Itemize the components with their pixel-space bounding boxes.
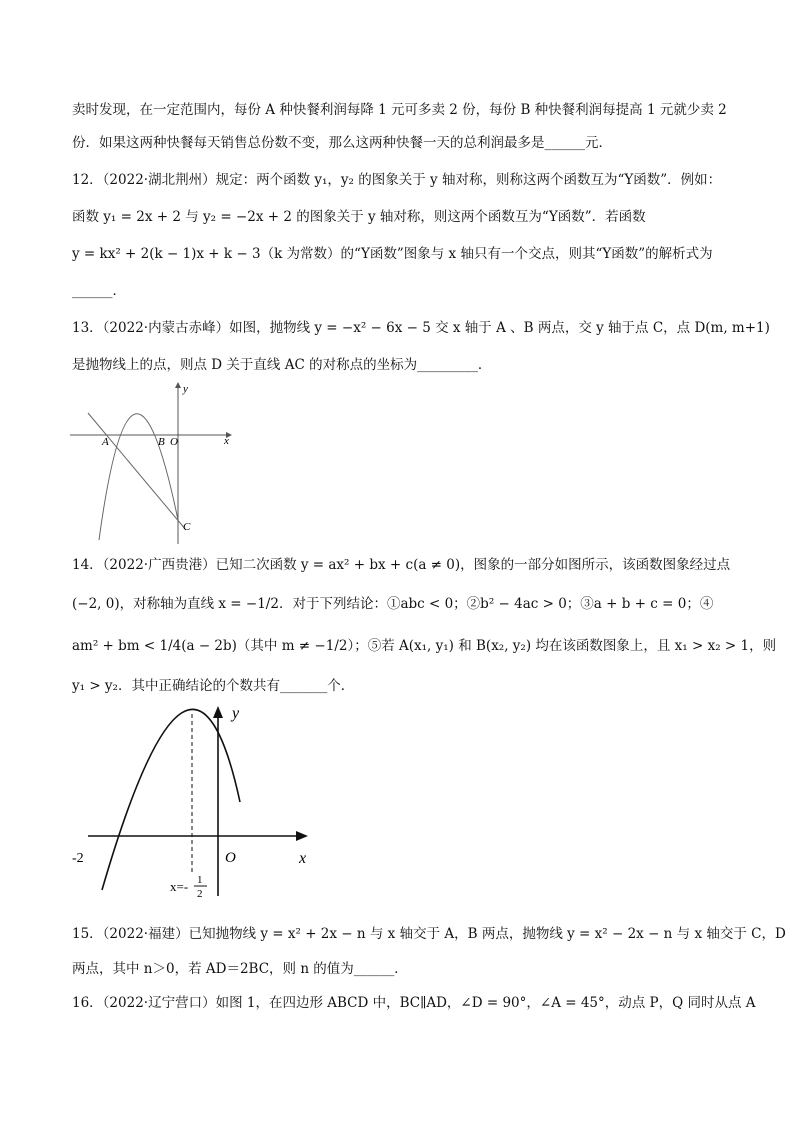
p12-line-1: 12．（2022·湖北荆州）规定：两个函数 y₁，y₂ 的图象关于 y 轴对称，则称这两个函数互为“Y函数”．例如： (72, 172, 722, 188)
p14-line-4: y₁ > y₂．其中正确结论的个数共有_______个． (72, 678, 355, 694)
p14-label-o: O (225, 850, 236, 866)
p13-label-c: C (183, 521, 191, 533)
p13-line-1: 13．（2022·内蒙古赤峰）如图，抛物线 y = −x² − 6x − 5 交 x 轴于 A 、B 两点，交 y 轴于点 C，点 D(m, m+1) (72, 320, 770, 336)
p13-line-2: 是抛物线上的点，则点 D 关于直线 AC 的对称点的坐标为_________． (72, 357, 492, 373)
p14-x-arrow (296, 831, 308, 841)
p13-label-o: O (170, 436, 178, 448)
p13-label-x: x (224, 435, 229, 447)
p14-parabola (102, 709, 240, 890)
p14-figure (66, 700, 326, 900)
p15-line-1: 15．（2022·福建）已知抛物线 y = x² + 2x − n 与 x 轴交于 A，B 两点，抛物线 y = x² − 2x − n 与 x 轴交于 C，D (72, 926, 786, 942)
p13-y-arrow (175, 382, 181, 388)
p14-label-neg2: -2 (72, 851, 84, 866)
p12-line-3: y = kx² + 2(k − 1)x + k − 3（k 为常数）的“Y函数”图象与 x 轴只有一个交点，则其“Y函数”的解析式为 (72, 246, 713, 262)
p13-figure (66, 378, 246, 548)
p15-line-2: 两点，其中 n＞0，若 AD＝2BC，则 n 的值为______． (72, 961, 408, 977)
p14-label-axis-num: 1 (197, 874, 203, 886)
p11-line-2: 份．如果这两种快餐每天销售总份数不变，那么这两种快餐一天的总利润最多是______元． (72, 135, 612, 151)
p12-line-4: ______． (72, 283, 126, 299)
p13-label-b: B (158, 436, 165, 448)
p13-label-a: A (102, 436, 109, 448)
p13-label-y: y (183, 383, 188, 395)
p14-label-x: x (299, 850, 307, 867)
p14-line-2: (−2, 0)，对称轴为直线 x = −1/2．对于下列结论：①abc < 0；②b² − 4ac > 0；③a + b + c = 0；④ (72, 596, 714, 612)
p13-parabola (99, 414, 178, 540)
p14-label-axis-prefix: x=- (170, 879, 189, 894)
p12-line-2: 函数 y₁ = 2x + 2 与 y₂ = −2x + 2 的图象关于 y 轴对称，则这两个函数互为“Y函数”．若函数 (72, 209, 646, 225)
p14-y-arrow (213, 706, 223, 718)
p14-line-3: am² + bm < 1/4(a − 2b)（其中 m ≠ −1/2）；⑤若 A(x₁, y₁) 和 B(x₂, y₂) 均在该函数图象上，且 x₁ > x₂ > 1，则 (72, 638, 777, 654)
p16-line-1: 16．（2022·辽宁营口）如图 1，在四边形 ABCD 中，BC∥AD，∠D = 90°，∠A = 45°，动点 P，Q 同时从点 A (72, 995, 756, 1011)
p14-label-y: y (232, 705, 240, 722)
p11-line-1: 卖时发现，在一定范围内，每份 A 种快餐利润每降 1 元可多卖 2 份，每份 B 种快餐利润每提高 1 元就少卖 2 (72, 102, 727, 118)
p14-label-axis-den: 2 (197, 888, 203, 900)
p14-line-1: 14．（2022·广西贵港）已知二次函数 y = ax² + bx + c(a ≠ 0)，图象的一部分如图所示，该函数图象经过点 (72, 557, 731, 573)
